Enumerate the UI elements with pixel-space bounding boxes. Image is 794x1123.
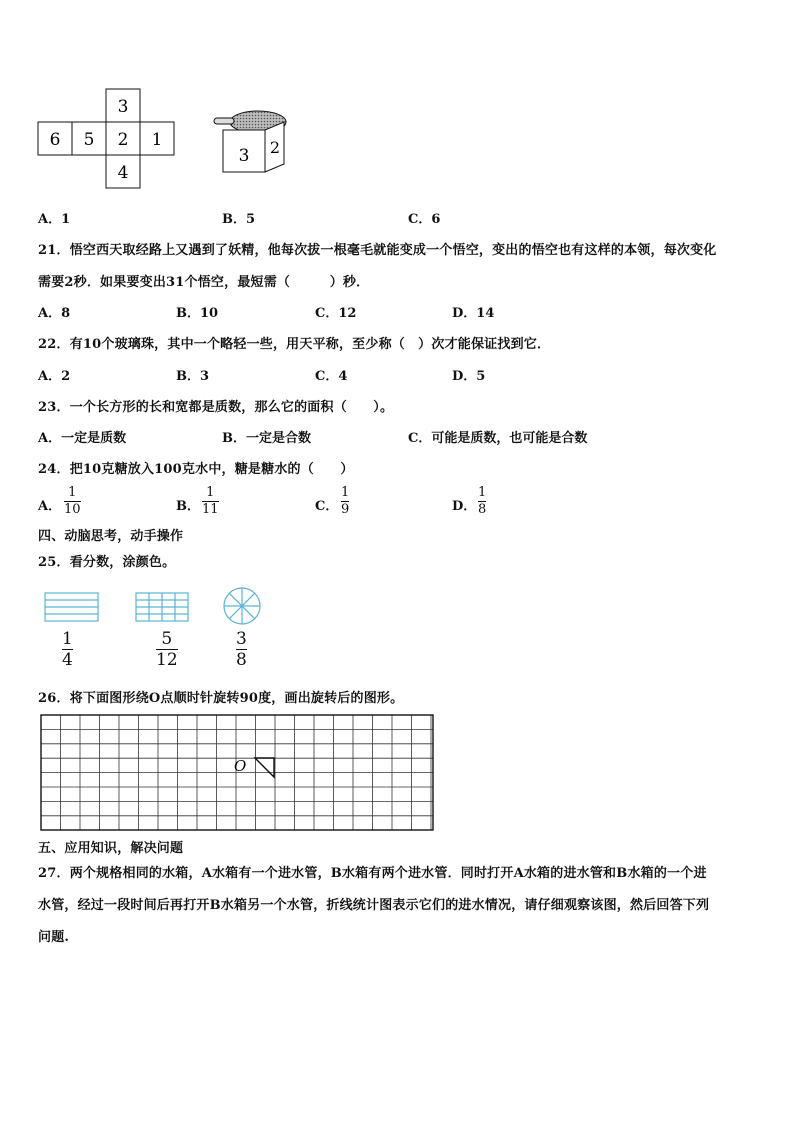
rotation-grid[interactable] [40,714,436,832]
q25-frac2-num: 5 [161,629,173,649]
q25-text: 25．看分数，涂颜色。 [38,555,176,570]
q24-a-num: 1 [68,485,77,500]
q27-text-line1: 27．两个规格相同的水箱，A水箱有一个进水管，B水箱有两个进水管．同时打开A水箱的进水管和B水箱的一个进 [38,866,707,881]
q24-fraction-b [202,486,219,517]
rotation-triangle [255,758,274,777]
q25-rectangle-quarters[interactable] [44,592,100,624]
q21-option-b[interactable]: B．10 [176,306,219,321]
cube-net-figure [36,88,176,190]
net-face-4: 1 [151,130,163,150]
point-o-label: O [234,757,247,775]
q25-rectangle-twelfths[interactable] [135,592,191,624]
folded-cube-figure [212,108,292,176]
q24-option-a-letter: A． [38,499,62,514]
q24-fraction-c [341,486,349,517]
q24-c-num: 1 [341,485,350,500]
q24-c-den: 9 [341,502,350,517]
q25-fraction-3 [236,630,247,669]
q24-fraction-d [478,486,486,517]
q25-frac1-den: 4 [62,650,73,670]
q27-text-line3: 问题. [38,930,70,945]
net-face-1: 6 [49,130,61,150]
q24-a-den: 10 [64,502,81,517]
cube-front-label: 3 [238,146,250,166]
q24-b-num: 1 [206,485,215,500]
q24-option-d-letter: D． [452,499,477,514]
q24-option-d[interactable] [452,495,476,514]
q22-option-d[interactable]: D．5 [452,369,486,384]
q26-text: 26．将下面图形绕O点顺时针旋转90度，画出旋转后的图形。 [38,691,404,706]
q25-circle-eighths[interactable] [222,586,262,626]
q21-text-line1: 21．悟空西天取经路上又遇到了妖精，他每次拔一根毫毛就能变成一个悟空，变出的悟空也有这样的本领，每次变化 [38,243,717,258]
q25-frac2-den: 12 [156,650,178,670]
q24-option-a[interactable] [38,495,61,514]
q25-frac1-num: 1 [62,629,73,649]
q25-frac3-den: 8 [236,650,247,670]
q20-option-b[interactable]: B．5 [222,212,256,227]
q24-text: 24．把10克糖放入100克水中，糖是糖水的（ ） [38,462,354,477]
q25-frac3-num: 3 [236,629,247,649]
q27-text-line2: 水管，经过一段时间后再打开B水箱另一个水管，折线统计图表示它们的进水情况，请仔细观察该图，然后回答下列 [38,898,710,913]
q24-b-den: 11 [202,502,219,517]
q22-text: 22．有10个玻璃珠，其中一个略轻一些，用天平称，至少称（ ）次才能保证找到它． [38,337,551,352]
q24-fraction-a [64,486,81,517]
q24-d-den: 8 [478,502,487,517]
q22-option-c[interactable]: C．4 [315,369,348,384]
q24-option-c-letter: C． [315,499,339,514]
q21-option-a[interactable]: A．8 [38,306,71,321]
q21-option-d[interactable]: D．14 [452,306,495,321]
q24-option-b[interactable] [176,495,200,514]
q24-option-b-letter: B． [176,499,200,514]
net-face-top: 3 [117,97,129,117]
q20-option-a[interactable]: A．1 [38,212,71,227]
section-4-heading: 四、动脑思考，动手操作 [38,529,184,544]
q23-option-b[interactable]: B．一定是合数 [222,431,311,446]
q23-option-a[interactable]: A．一定是质数 [38,431,127,446]
q20-option-c[interactable]: C．6 [408,212,441,227]
q23-text: 23．一个长方形的长和宽都是质数，那么它的面积（ ）。 [38,400,394,415]
q21-text-line2: 需要2秒．如果要变出31个悟空，最短需（ ）秒． [38,275,370,290]
section-5-heading: 五、应用知识，解决问题 [38,841,184,856]
q23-option-c[interactable]: C．可能是质数，也可能是合数 [408,431,588,446]
net-face-bottom: 4 [117,163,129,183]
net-face-2: 5 [83,130,95,150]
q21-option-c[interactable]: C．12 [315,306,357,321]
q25-fraction-2 [156,630,178,669]
q22-option-b[interactable]: B．3 [176,369,210,384]
q22-option-a[interactable]: A．2 [38,369,71,384]
cube-side-label: 2 [269,138,281,157]
net-face-3: 2 [117,130,129,150]
q24-option-c[interactable] [315,495,338,514]
q25-fraction-1 [62,630,73,669]
q24-d-num: 1 [478,485,487,500]
